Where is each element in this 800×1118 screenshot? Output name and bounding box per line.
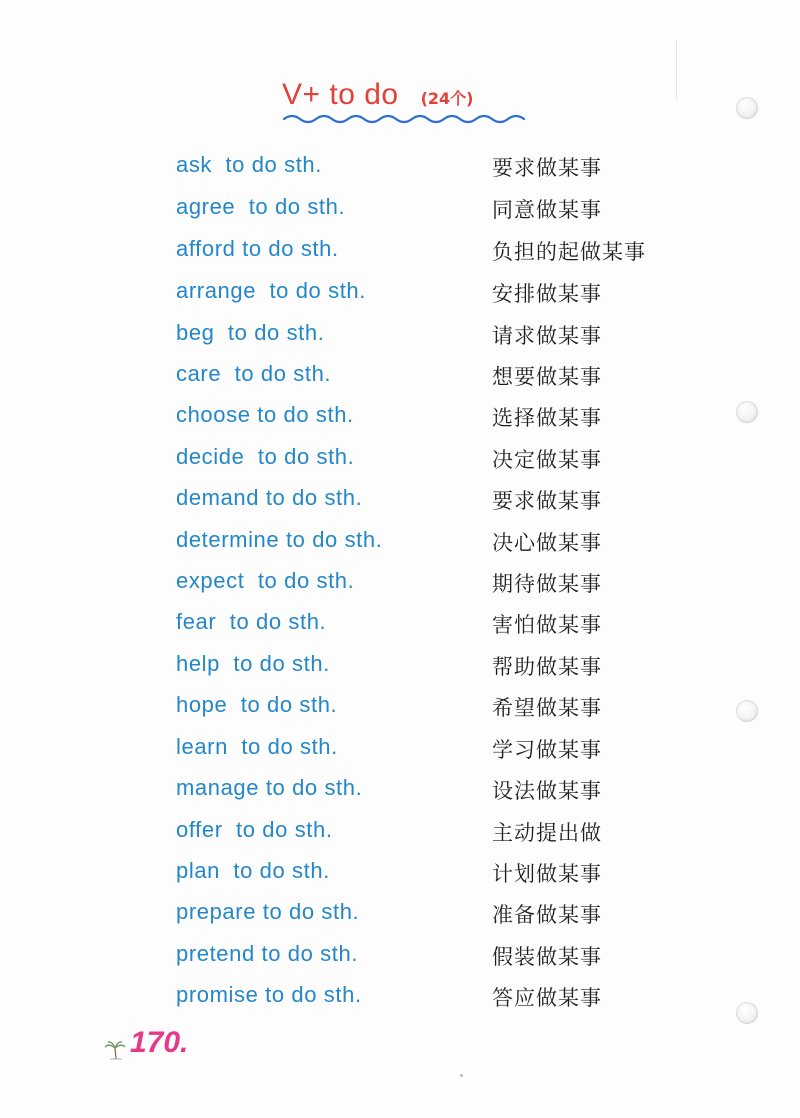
english-phrase: agree to do sth. (176, 194, 346, 219)
english-phrase: determine to do sth. (176, 527, 383, 552)
list-item (0, 527, 800, 567)
chinese-meaning: 主动提出做 (492, 821, 602, 845)
chinese-meaning: 期待做某事 (492, 572, 602, 596)
list-item (0, 320, 800, 360)
list-item (0, 444, 800, 484)
title-count: (24个) (420, 89, 474, 108)
chinese-meaning: 学习做某事 (492, 738, 602, 762)
chinese-meaning: 决定做某事 (492, 448, 602, 472)
english-phrase: help to do sth. (176, 651, 330, 676)
page-edge-line (676, 40, 677, 100)
list-item (0, 941, 800, 981)
chinese-meaning: 答应做某事 (492, 986, 602, 1010)
list-item (0, 982, 800, 1022)
page-title (282, 78, 474, 118)
chinese-meaning: 设法做某事 (492, 779, 602, 803)
english-phrase: care to do sth. (176, 361, 332, 386)
page-number: 170. (130, 1026, 189, 1059)
chinese-meaning: 安排做某事 (492, 282, 602, 306)
english-phrase: hope to do sth. (176, 692, 338, 717)
english-phrase: learn to do sth. (176, 734, 338, 759)
english-phrase: offer to do sth. (176, 817, 333, 842)
list-item (0, 609, 800, 649)
chinese-meaning: 选择做某事 (492, 406, 602, 430)
english-phrase: fear to do sth. (176, 609, 327, 634)
chinese-meaning: 同意做某事 (492, 198, 602, 222)
chinese-meaning: 计划做某事 (492, 862, 602, 886)
english-phrase: expect to do sth. (176, 568, 355, 593)
list-item (0, 817, 800, 857)
page-footer (104, 1026, 188, 1060)
list-item (0, 485, 800, 525)
chinese-meaning: 假装做某事 (492, 945, 602, 969)
list-item (0, 651, 800, 691)
list-item (0, 361, 800, 401)
list-item (0, 692, 800, 732)
list-item (0, 858, 800, 898)
english-phrase: choose to do sth. (176, 402, 354, 427)
chinese-meaning: 要求做某事 (492, 156, 602, 180)
list-item (0, 775, 800, 815)
chinese-meaning: 准备做某事 (492, 903, 602, 927)
english-phrase: arrange to do sth. (176, 278, 366, 303)
english-phrase: plan to do sth. (176, 858, 330, 883)
chinese-meaning: 希望做某事 (492, 696, 602, 720)
chinese-meaning: 想要做某事 (492, 365, 602, 389)
english-phrase: afford to do sth. (176, 236, 339, 261)
english-phrase: promise to do sth. (176, 982, 362, 1007)
list-item (0, 568, 800, 608)
list-item (0, 402, 800, 442)
binder-hole (736, 97, 758, 119)
english-phrase: beg to do sth. (176, 320, 325, 345)
english-phrase: prepare to do sth. (176, 899, 360, 924)
chinese-meaning: 请求做某事 (492, 324, 602, 348)
chinese-meaning: 要求做某事 (492, 489, 602, 513)
chinese-meaning: 帮助做某事 (492, 655, 602, 679)
english-phrase: ask to do sth. (176, 152, 322, 177)
list-item (0, 734, 800, 774)
chinese-meaning: 害怕做某事 (492, 613, 602, 637)
english-phrase: decide to do sth. (176, 444, 355, 469)
list-item (0, 899, 800, 939)
english-phrase: manage to do sth. (176, 775, 363, 800)
list-item (0, 152, 800, 192)
palm-tree-icon (104, 1040, 126, 1060)
chinese-meaning: 负担的起做某事 (492, 240, 646, 264)
english-phrase: pretend to do sth. (176, 941, 359, 966)
list-item (0, 236, 800, 276)
title-text: V+ to do (282, 78, 399, 111)
paper-speck (460, 1074, 463, 1077)
chinese-meaning: 决心做某事 (492, 531, 602, 555)
list-item (0, 278, 800, 318)
wavy-underline (282, 113, 530, 125)
english-phrase: demand to do sth. (176, 485, 363, 510)
list-item (0, 194, 800, 234)
